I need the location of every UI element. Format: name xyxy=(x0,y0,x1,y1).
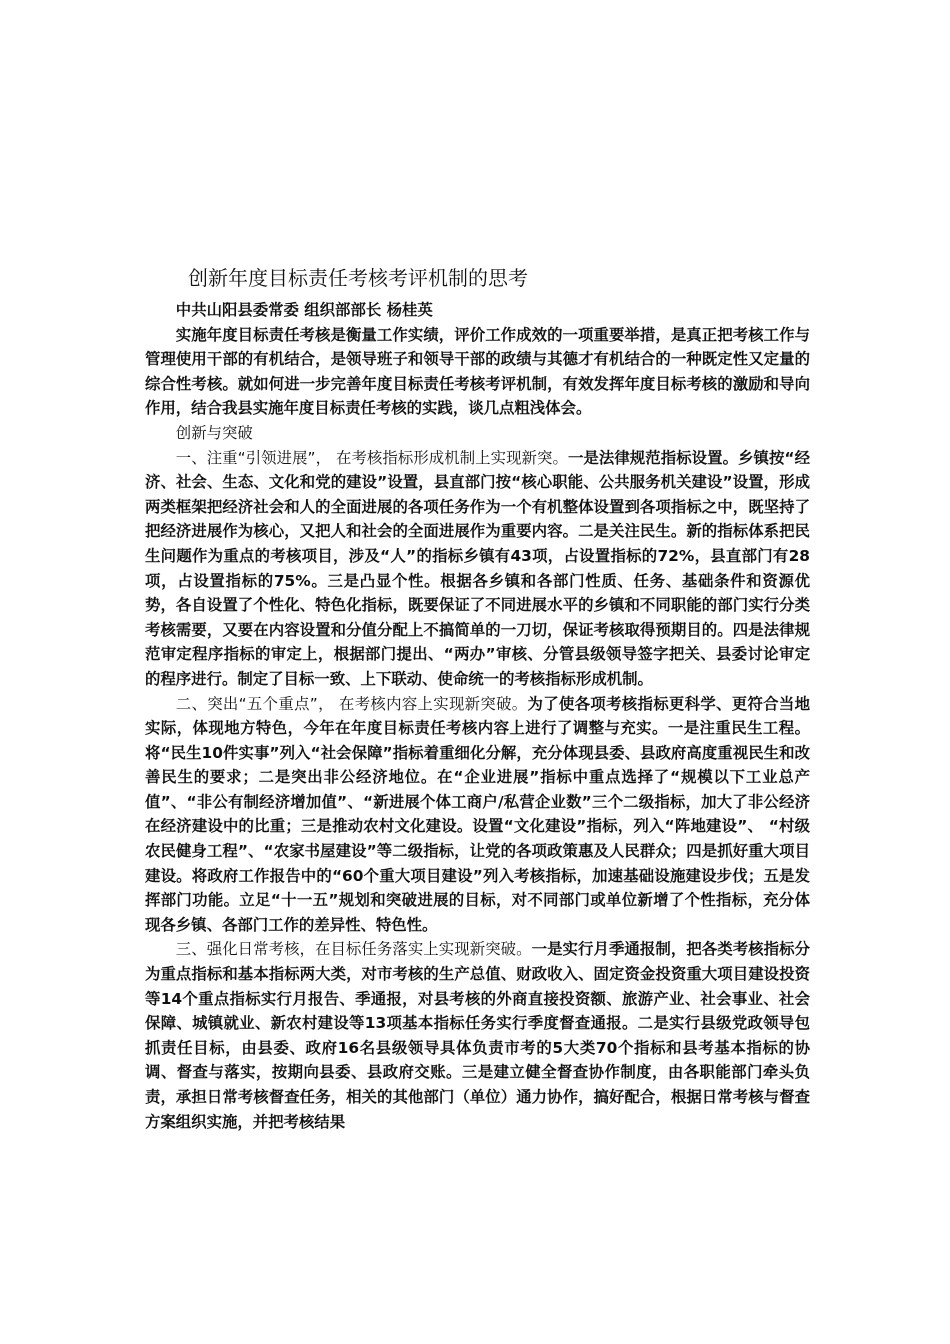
author-line: 中共山阳县委常委 组织部部长 杨桂英 xyxy=(175,301,433,319)
paragraph-3-body: 一是实行月季通报制，把各类考核指标分为重点指标和基本指标两大类，对市考核的生产总值、财政收入、固定资金投资重大项目建设投资等14个重点指标实行月报告、季通报，对县考核的外商直接投资额、旅游产业、社会事业、社会保障、城镇就业、新农村建设等13项基本指标任务实行季度督查通报。二是实行县级党政领导包抓责任目标，由县委、政府16名县级领导具体负责市考的5大类70个指标和县考基本指标的协调、督查与落实，按期向县委、县政府交账。三是建立健全督查协作制度，由各职能部门牵头负责，承担日常考核督查任务，相关的其他部门（单位）通力协作，搞好配合，根据日常考核与督查方案组织实施，并把考核结果 xyxy=(145,940,810,1131)
paragraph-1-lead: 一、注重“引领进展”， 在考核指标形成机制上实现新突。 xyxy=(175,448,568,467)
document-title: 创新年度目标责任考核考评机制的思考 xyxy=(188,266,528,290)
paragraph-3 xyxy=(145,937,810,1134)
paragraph-1 xyxy=(145,446,810,692)
section-heading: 创新与突破 xyxy=(175,423,253,442)
document-body xyxy=(145,298,810,1134)
paragraph-3-lead: 三、强化日常考核，在目标任务落实上实现新突破。 xyxy=(175,940,532,959)
paragraph-1-body: 一是法律规范指标设置。乡镇按“经济、社会、生态、文化和党的建设”设置，县直部门按“核心职能、公共服务机关建设”设置，形成两类框架把经济社会和人的全面进展的各项任务作为一个有机整体设置到各项指标之中，既坚持了把经济进展作为核心，又把人和社会的全面进展作为重要内容。二是关注民生。新的指标体系把民生问题作为重点的考核项目，涉及“人”的指标乡镇有43项，占设置指标的72%，县直部门有28项，占设置指标的75%。三是凸显个性。根据各乡镇和各部门性质、任务、基础条件和资源优势，各自设置了个性化、特色化指标，既要保证了不同进展水平的乡镇和不同职能的部门实行分类考核需要，又要在内容设置和分值分配上不搞简单的一刀切，保证考核取得预期目的。四是法律规范审定程序指标的审定上，根据部门提出、“两办”审核、分管县级领导签字把关、县委讨论审定的程序进行。制定了目标一致、上下联动、使命统一的考核指标形成机制。 xyxy=(145,448,810,688)
paragraph-2-lead: 二、突出“五个重点”， 在考核内容上实现新突破。 xyxy=(175,694,528,713)
paragraph-2 xyxy=(145,692,810,938)
intro-paragraph: 实施年度目标责任考核是衡量工作实绩，评价工作成效的一项重要举措，是真正把考核工作与管理使用干部的有机结合，是领导班子和领导干部的政绩与其德才有机结合的一种既定性又定量的综合性考核。就如何进一步完善年度目标责任考核考评机制，有效发挥年度目标考核的激励和导向作用，结合我县实施年度目标责任考核的实践，谈几点粗浅体会。 xyxy=(145,325,810,418)
paragraph-2-body: 为了使各项考核指标更科学、更符合当地实际，体现地方特色，今年在年度目标责任考核内容上进行了调整与充实。一是注重民生工程。将“民生10件实事”列入“社会保障”指标着重细化分解，充分体现县委、县政府高度重视民生和改善民生的要求；二是突出非公经济地位。在“企业进展”指标中重点选择了“规模以下工业总产值”、“非公有制经济增加值”、“新进展个体工商户/私营企业数”三个二级指标，加大了非公经济在经济建设中的比重；三是推动农村文化建设。设置“文化建设”指标，列入“阵地建设”、 “村级农民健身工程”、“农家书屋建设”等二级指标，让党的各项政策惠及人民群众；四是抓好重大项目建设。将政府工作报告中的“60个重大项目建设”列入考核指标，加速基础设施建设步伐；五是发挥部门功能。立足“十一五”规划和突破进展的目标，对不同部门或单位新增了个性指标，充分体现各乡镇、各部门工作的差异性、特色性。 xyxy=(145,694,810,934)
